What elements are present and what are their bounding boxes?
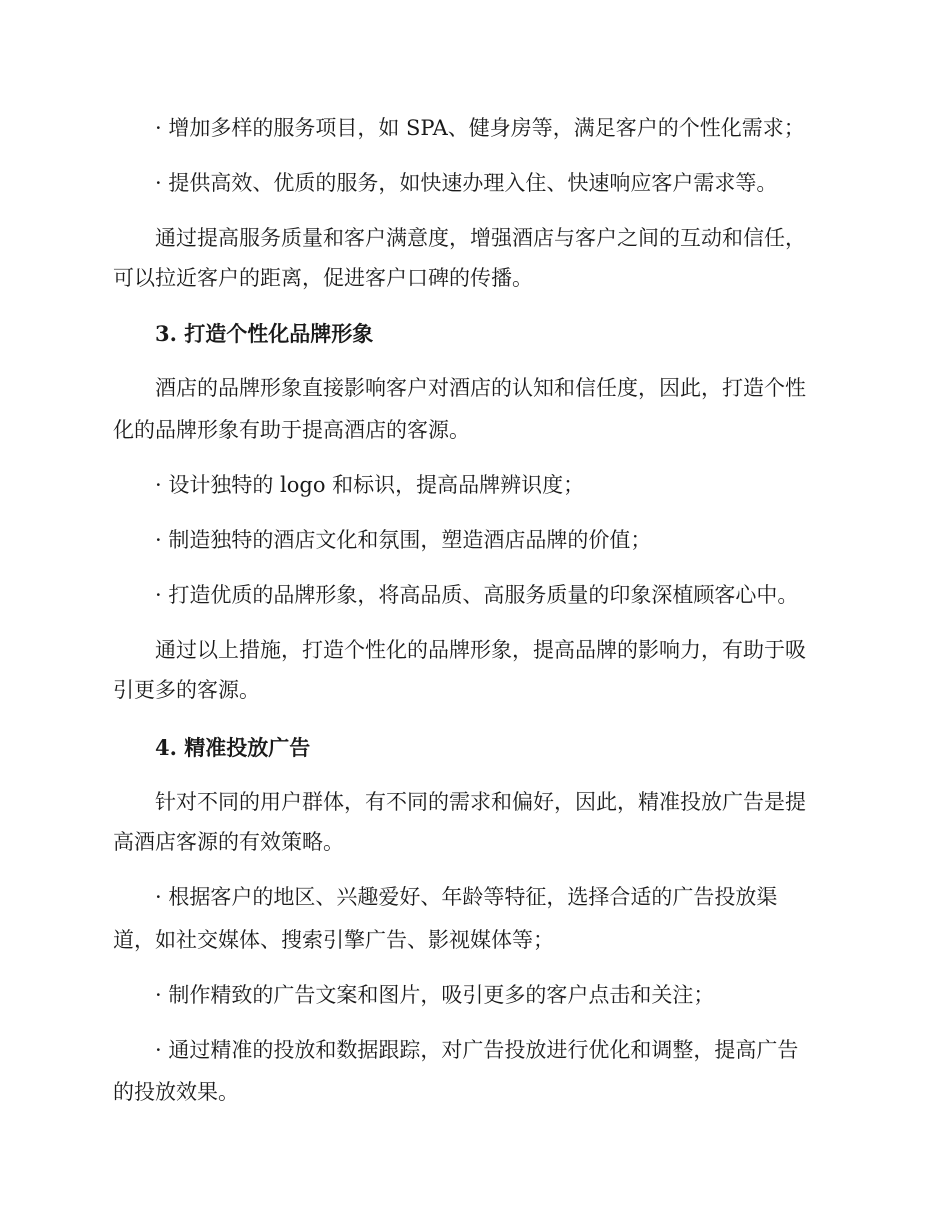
paragraph-ads-intro-line1: 针对不同的用户群体，有不同的需求和偏好，因此，精准投放广告是提 (155, 790, 806, 814)
paragraph-brand-intro-line2: 化的品牌形象有助于提高酒店的客源。 (113, 418, 470, 442)
bullet-brand-image: · 打造优质的品牌形象，将高品质、高服务质量的印象深植顾客心中。 (155, 583, 799, 607)
bullet-ad-copy: · 制作精致的广告文案和图片，吸引更多的客户点击和关注； (155, 983, 715, 1007)
bullet-culture: · 制造独特的酒店文化和氛围，塑造酒店品牌的价值； (155, 528, 652, 552)
section-heading-4: 4. 精准投放广告 (155, 735, 311, 760)
bullet-efficient-service: · 提供高效、优质的服务，如快速办理入住、快速响应客户需求等。 (155, 171, 778, 195)
paragraph-brand-summary-line2: 引更多的客源。 (113, 678, 260, 702)
bullet-spa-gym: · 增加多样的服务项目，如 SPA、健身房等，满足客户的个性化需求； (155, 116, 805, 140)
bullet-optimization-line2: 的投放效果。 (113, 1080, 239, 1104)
paragraph-brand-intro-line1: 酒店的品牌形象直接影响客户对酒店的认知和信任度，因此，打造个性 (155, 376, 806, 400)
paragraph-service-summary-line2: 可以拉近客户的距离，促进客户口碑的传播。 (113, 266, 533, 290)
section-heading-3: 3. 打造个性化品牌形象 (155, 321, 374, 346)
paragraph-ads-intro-line2: 高酒店客源的有效策略。 (113, 830, 344, 854)
bullet-targeting-line1: · 根据客户的地区、兴趣爱好、年龄等特征，选择合适的广告投放渠 (155, 885, 778, 909)
bullet-targeting-line2: 道，如社交媒体、搜索引擎广告、影视媒体等； (113, 928, 554, 952)
bullet-optimization-line1: · 通过精准的投放和数据跟踪，对广告投放进行优化和调整，提高广告 (155, 1038, 799, 1062)
paragraph-service-summary-line1: 通过提高服务质量和客户满意度，增强酒店与客户之间的互动和信任， (155, 226, 806, 250)
bullet-logo: · 设计独特的 logo 和标识，提高品牌辨识度； (155, 473, 585, 497)
paragraph-brand-summary-line1: 通过以上措施，打造个性化的品牌形象，提高品牌的影响力，有助于吸 (155, 638, 806, 662)
